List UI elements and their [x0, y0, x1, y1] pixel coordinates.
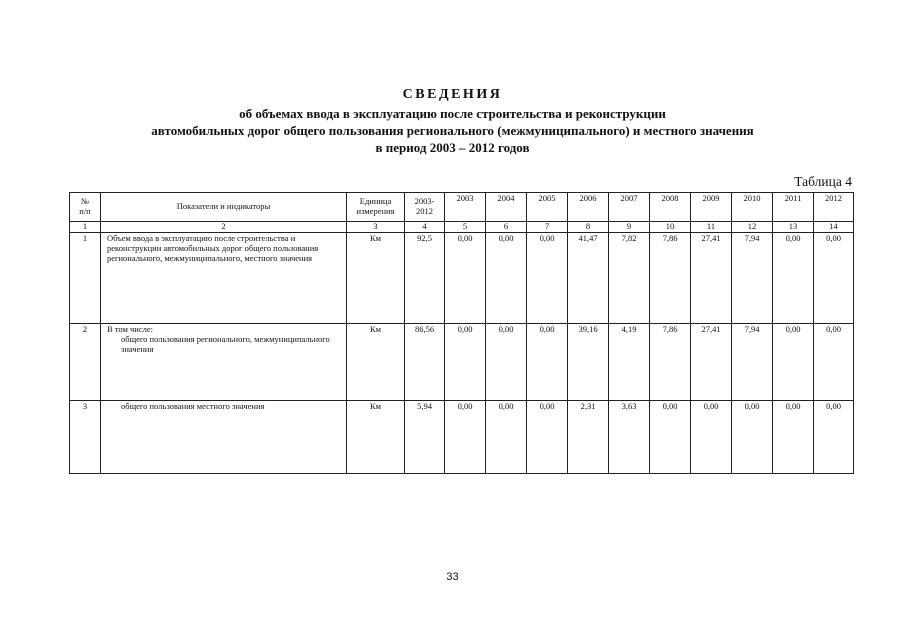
header-period	[405, 193, 445, 222]
header-period-line2: 2012	[416, 206, 433, 216]
header-number	[70, 193, 101, 222]
column-number: 9	[609, 222, 650, 233]
row-value: 27,41	[691, 233, 732, 324]
column-number: 10	[650, 222, 691, 233]
row-value: 0,00	[691, 401, 732, 474]
column-number: 13	[773, 222, 814, 233]
row-value: 0,00	[773, 401, 814, 474]
row-value: 0,00	[773, 233, 814, 324]
row-value: 0,00	[773, 324, 814, 401]
header-number-line2: п/п	[79, 206, 91, 216]
row-indicator	[101, 401, 347, 474]
row-value: 41,47	[568, 233, 609, 324]
table-label: Таблица 4	[794, 174, 852, 189]
row-number: 3	[70, 401, 101, 474]
document-subtitle-line-3: в период 2003 – 2012 годов	[375, 140, 530, 155]
row-value: 0,00	[486, 233, 527, 324]
row-indicator	[101, 324, 347, 401]
column-number: 7	[527, 222, 568, 233]
row-value: 0,00	[527, 401, 568, 474]
row-indicator-text: общего пользования местного значения	[121, 401, 265, 411]
row-value: 0,00	[814, 401, 854, 474]
column-number: 14	[814, 222, 854, 233]
column-number: 3	[347, 222, 405, 233]
row-indicator: Объем ввода в эксплуатацию после строительства и реконструкции автомобильных дорог общего пользования регионального, межмуниципального, местного значения	[101, 233, 347, 324]
row-value: 2,31	[568, 401, 609, 474]
header-unit	[347, 193, 405, 222]
row-value: 0,00	[732, 401, 773, 474]
row-value: 0,00	[445, 324, 486, 401]
row-value: 7,94	[732, 233, 773, 324]
table-header-row	[70, 193, 854, 222]
row-value: 0,00	[650, 401, 691, 474]
row-value: 0,00	[814, 233, 854, 324]
row-value: 86,56	[405, 324, 445, 401]
header-year: 2005	[527, 193, 568, 222]
header-year: 2004	[486, 193, 527, 222]
header-unit-line2: измерения	[356, 206, 395, 216]
column-number: 5	[445, 222, 486, 233]
row-value: 7,82	[609, 233, 650, 324]
header-year: 2006	[568, 193, 609, 222]
data-table	[69, 192, 854, 474]
row-value: 7,94	[732, 324, 773, 401]
row-number: 2	[70, 324, 101, 401]
header-year: 2003	[445, 193, 486, 222]
column-number: 2	[101, 222, 347, 233]
row-indicator-line1: В том числе:	[107, 324, 153, 334]
row-unit: Км	[347, 324, 405, 401]
row-value: 0,00	[814, 324, 854, 401]
row-indicator-line2: общего пользования регионального, межмуниципального значения	[121, 333, 330, 354]
header-year: 2008	[650, 193, 691, 222]
column-number: 11	[691, 222, 732, 233]
row-value: 3,63	[609, 401, 650, 474]
row-value: 4,19	[609, 324, 650, 401]
header-year: 2011	[773, 193, 814, 222]
row-value: 92,5	[405, 233, 445, 324]
header-year: 2007	[609, 193, 650, 222]
table-row	[70, 401, 854, 474]
row-unit: Км	[347, 401, 405, 474]
row-unit: Км	[347, 233, 405, 324]
row-value: 0,00	[445, 233, 486, 324]
header-year: 2009	[691, 193, 732, 222]
table-row	[70, 324, 854, 401]
document-subtitle-line-2: автомобильных дорог общего пользования регионального (межмуниципального) и местного значения	[151, 123, 754, 138]
column-number-row	[70, 222, 854, 233]
column-number: 6	[486, 222, 527, 233]
row-value: 0,00	[527, 233, 568, 324]
document-title: СВЕДЕНИЯ	[402, 87, 503, 102]
row-value: 0,00	[445, 401, 486, 474]
header-period-line1: 2003-	[414, 196, 435, 207]
header-unit-line1: Единица	[359, 196, 392, 207]
row-value: 27,41	[691, 324, 732, 401]
page-number: 33	[446, 571, 459, 583]
row-value: 5,94	[405, 401, 445, 474]
column-number: 12	[732, 222, 773, 233]
row-value: 7,86	[650, 233, 691, 324]
row-value: 39,16	[568, 324, 609, 401]
row-value: 7,86	[650, 324, 691, 401]
header-number-line1: №	[80, 196, 90, 207]
table-row	[70, 233, 854, 324]
column-number: 8	[568, 222, 609, 233]
row-value: 0,00	[486, 401, 527, 474]
row-value: 0,00	[486, 324, 527, 401]
row-value: 0,00	[527, 324, 568, 401]
header-year: 2012	[814, 193, 854, 222]
column-number: 4	[405, 222, 445, 233]
document-subtitle-line-1: об объемах ввода в эксплуатацию после строительства и реконструкции	[239, 106, 666, 121]
header-indicator: Показатели и индикаторы	[101, 193, 347, 222]
column-number: 1	[70, 222, 101, 233]
header-year: 2010	[732, 193, 773, 222]
row-number: 1	[70, 233, 101, 324]
